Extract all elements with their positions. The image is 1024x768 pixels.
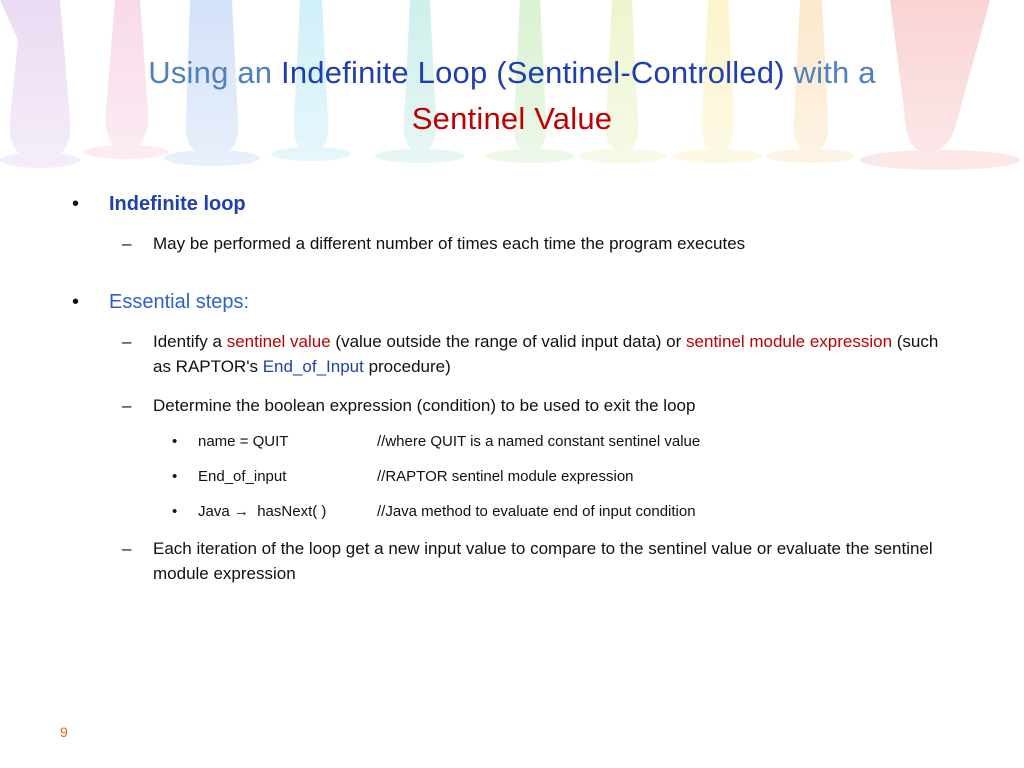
sub-bullet-text: Each iteration of the loop get a new input value to compare to the sentinel value or evaluate the sentinel module expression <box>153 539 933 583</box>
title-part-3: with a <box>784 55 876 90</box>
code-item-end-of-input <box>72 466 942 488</box>
slide-body <box>72 190 942 586</box>
identify-text-7: procedure) <box>363 357 451 376</box>
code-comment: //RAPTOR sentinel module expression <box>377 468 634 485</box>
code-text: End_of_input <box>198 468 287 485</box>
dash-marker: – <box>122 539 132 558</box>
title-part-4: Sentinel Value <box>411 101 613 136</box>
sub-bullet-performed <box>72 231 942 256</box>
dash-marker: – <box>122 234 132 253</box>
identify-text-3: (value outside the range of valid input data) or <box>330 332 687 351</box>
sentinel-module-expression-term: sentinel module expression <box>686 332 893 351</box>
sub-bullet-text: May be performed a different number of times each time the program executes <box>153 234 746 253</box>
small-bullet-marker: • <box>172 468 178 485</box>
end-of-input-term: End_of_Input <box>262 357 364 376</box>
bullet-marker: • <box>72 193 80 215</box>
hasnext-label: hasNext( ) <box>257 503 327 520</box>
title-part-1: Using an <box>148 55 282 90</box>
sub-bullet-each-iteration <box>72 536 942 586</box>
page-number: 9 <box>60 724 68 740</box>
bullet-label: Essential steps: <box>109 291 250 313</box>
code-comment: //Java method to evaluate end of input condition <box>377 503 696 520</box>
sub-bullet-identify <box>72 329 942 379</box>
java-label: Java <box>198 503 230 520</box>
small-bullet-marker: • <box>172 433 178 450</box>
slide-title <box>40 50 984 142</box>
title-part-2: Indefinite Loop (Sentinel-Controlled) <box>281 55 785 90</box>
bullet-label: Indefinite loop <box>109 193 246 215</box>
dash-marker: – <box>122 332 132 351</box>
arrow-right-icon: → <box>233 503 249 520</box>
code-text <box>198 501 377 523</box>
code-item-java-hasnext <box>72 501 942 523</box>
identify-text-1: Identify a <box>153 332 227 351</box>
identify-text-5: (such as RAPTOR's <box>153 332 939 376</box>
sentinel-value-term: sentinel value <box>226 332 331 351</box>
sub-bullet-determine <box>72 393 942 418</box>
code-text: name = QUIT <box>198 433 289 450</box>
code-comment: //where QUIT is a named constant sentinel value <box>377 433 701 450</box>
dash-marker: – <box>122 396 132 415</box>
small-bullet-marker: • <box>172 503 178 520</box>
code-item-name-quit <box>72 431 942 453</box>
sub-bullet-text: Determine the boolean expression (condition) to be used to exit the loop <box>153 396 696 415</box>
bullet-essential-steps <box>72 288 942 316</box>
bullet-marker: • <box>72 291 80 313</box>
bullet-indefinite-loop <box>72 190 942 218</box>
